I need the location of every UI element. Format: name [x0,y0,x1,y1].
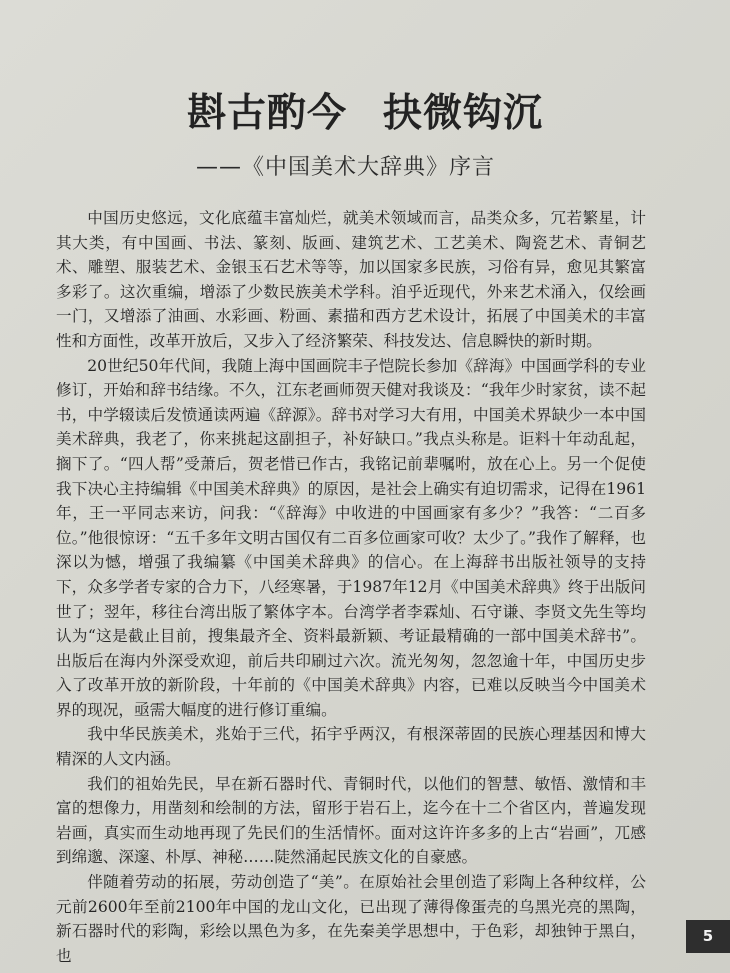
paragraph-4: 我们的祖始先民，早在新石器时代、青铜时代，以他们的智慧、敏悟、激情和丰富的想像力，用凿刻和绘制的方法，留形于岩石上，迄今在十二个省区内，普遍发现岩画，真实而生动地再现了先民们的生活情怀。面对这许许多多的上古“岩画”，兀感到绵邈、深邃、朴厚、神秘……陡然涌起民族文化的自豪感。 [56,774,646,867]
paragraph-2: 20世纪50年代间，我随上海中国画院丰子恺院长参加《辞海》中国画学科的专业修订，开始和辞书结缘。不久，江东老画师贺天健对我谈及：“我年少时家贫，读不起书，中学辍读后发愤通读两遍《辞源》。辞书对学习大有用，中国美术界缺少一本中国美术辞典，我老了，你来挑起这副担子，补好缺口。”我点头称是。讵料十年动乱起，搁下了。“四人帮”受萧后，贺老惜已作古，我铭记前辈嘱咐，放在心上。另一个促使我下决心主持编辑《中国美术辞典》的原因，是社会上确实有迫切需求，记得在1961年，王一平同志来访，问我：“《辞海》中收进的中国画家有多少？”我答：“二百多位。”他很惊讶：“五千多年文明古国仅有二百多位画家可收？太少了。”我作了解释，也深以为憾，增强了我编纂《中国美术辞典》的信心。在上海辞书出版社领导的支持下，众多学者专家的合力下，八经寒暑，于1987年12月《中国美术辞典》终于出版问世了；翌年，移往台湾出版了繁体字本。台湾学者李霖灿、石守谦、李贤文先生等均认为“这是截止目前，搜集最齐全、资料最新颖、考证最精确的一部中国美术辞书”。出版后在海内外深受欢迎，前后共印刷过六次。流光匆匆，忽忽逾十年，中国历史步入了改革开放的新阶段，十年前的《中国美术辞典》内容，已难以反映当今中国美术界的现况，亟需大幅度的进行修订重编。 [56,356,646,719]
title-part-1: 斟古酌今 [186,91,347,136]
body-text [56,206,646,968]
paragraph-5: 伴随着劳动的拓展，劳动创造了“美”。在原始社会里创造了彩陶上各种纹样，公元前2600年至前2100年中国的龙山文化，已出现了薄得像蛋壳的乌黑光亮的黑陶，新石器时代的彩陶，彩绘以黑色为多，在先秦美学思想中，于色彩，却独钟于黑白，也 [56,873,646,965]
page-title [0,82,730,138]
page-number: 5 [686,920,730,953]
page-subtitle: ——《中国美术大辞典》序言 [196,155,496,180]
paragraph-3: 我中华民族美术，兆始于三代，拓宇乎两汉，有根深蒂固的民族心理基因和博大精深的人文内涵。 [56,725,646,769]
paragraph-1: 中国历史悠远，文化底蕴丰富灿烂，就美术领域而言，品类众多，冗若繁星，计其大类，有中国画、书法、篆刻、版画、建筑艺术、工艺美术、陶瓷艺术、青铜艺术、雕塑、服装艺术、金银玉石艺术等等，加以国家多民族，习俗有异，愈见其繁富多彩了。这次重编，增添了少数民族美术学科。洎乎近现代，外来艺术涌入，仅绘画一门，又增添了油画、水彩画、粉画、素描和西方艺术设计，拓展了中国美术的丰富性和方面性，改革开放后，又步入了经济繁荣、科技发达、信息瞬快的新时期。 [56,209,646,350]
title-part-2: 抉微钩沉 [383,91,544,136]
